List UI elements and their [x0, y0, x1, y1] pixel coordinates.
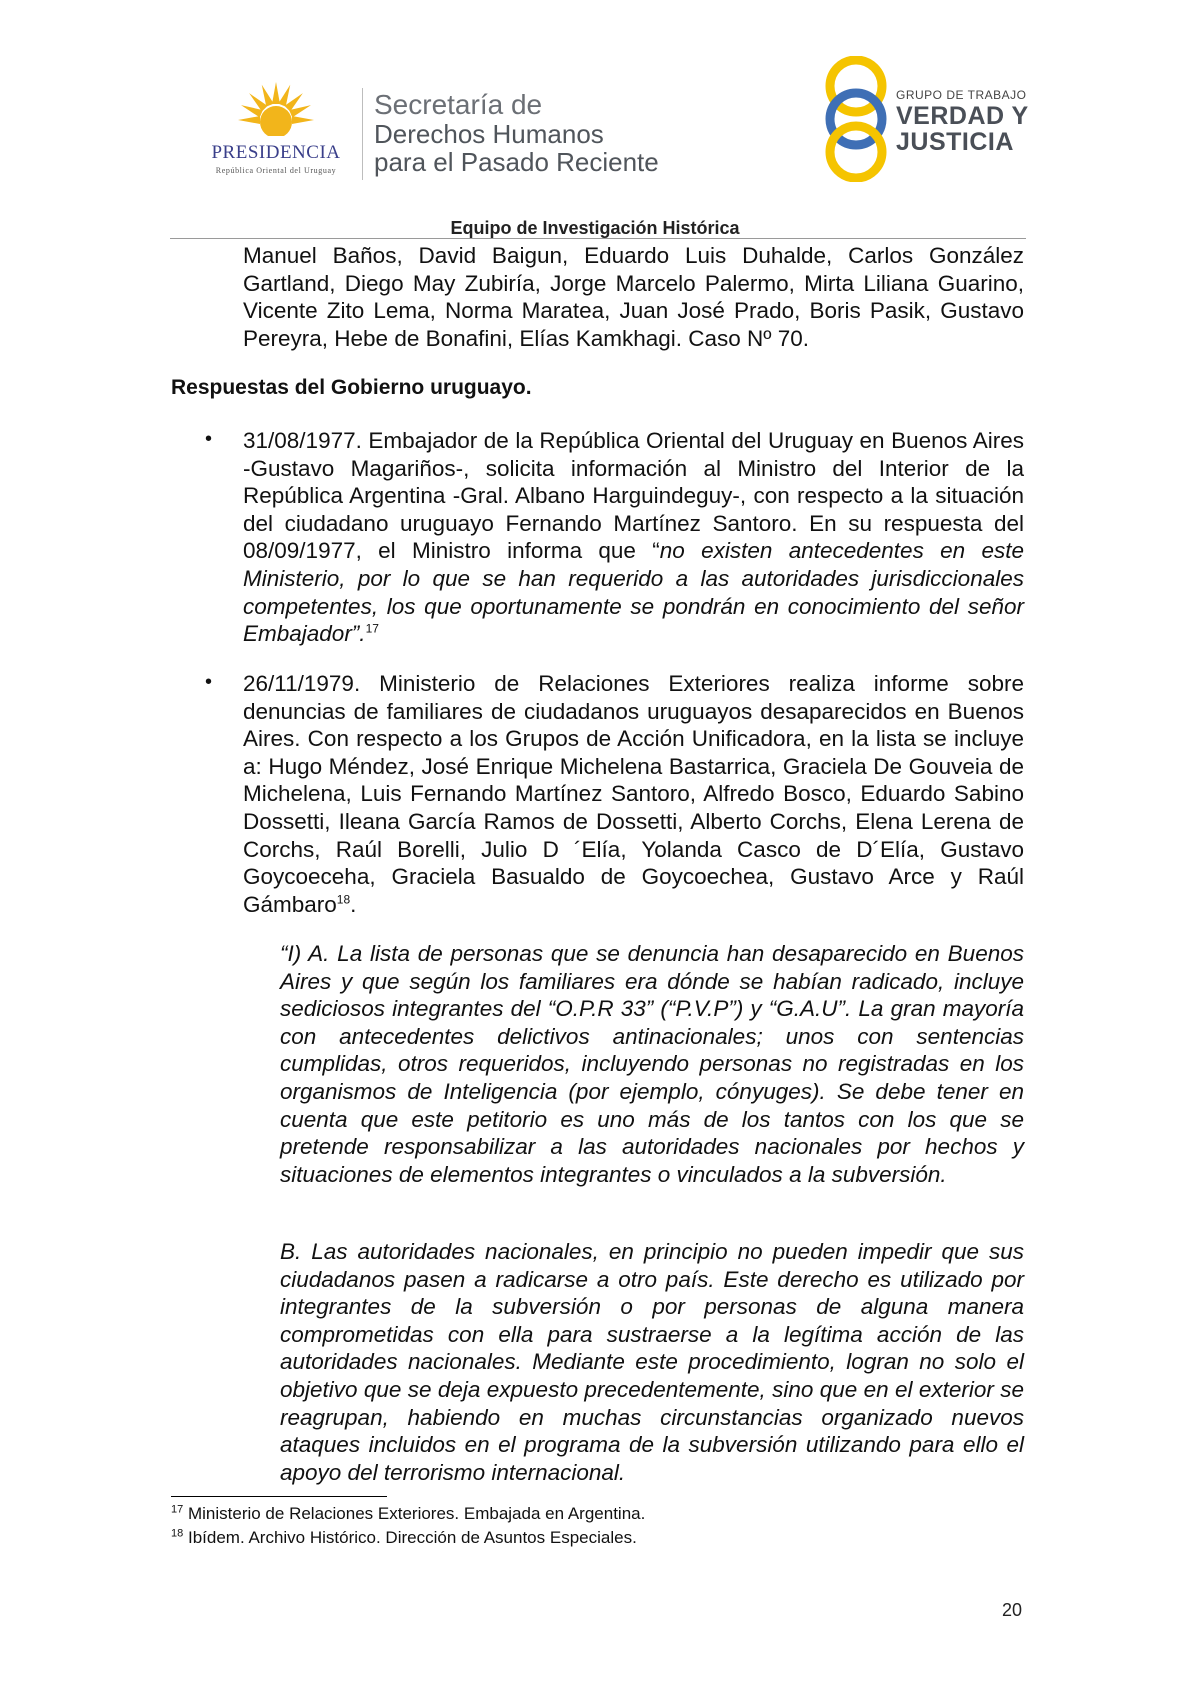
- footnote-number: 18: [171, 1527, 184, 1540]
- bullet-1-text: 31/08/1977. Embajador de la República Oriental del Uruguay en Buenos Aires -Gustavo Magariños-, solicita información al Ministro del Interior de la República Argentina -Gral. Albano Harguindeguy-, con respecto a la situación del ciudadano uruguayo Fernando Martínez Santoro. En su respuesta del 08/09/1977, el Ministro informa que “: [243, 428, 1024, 564]
- footnote-17: [171, 1504, 645, 1524]
- secretaria-line-2: Derechos Humanos: [374, 119, 604, 149]
- rings-icon: [816, 56, 896, 182]
- secretaria-logo: [374, 90, 659, 176]
- verdad-justicia-logo: [816, 56, 1036, 182]
- presidencia-subtitle: República Oriental del Uruguay: [215, 166, 337, 175]
- quote-paragraph-b: B. Las autoridades nacionales, en principio no pueden impedir que sus ciudadanos pasen a radicarse a otro país. Este derecho es utilizado por integrantes de la subversión o por personas de alguna manera comprometidas con ella para sustraerse a la legítima acción de las autoridades nacionales. Mediante este procedimiento, logran no solo el objetivo que se deja expuesto precedentemente, sino que en el exterior se reagrupan, habiendo en muchas circunstancias organizado nuevos ataques incluidos en el programa de la subversión utilizando para ello el apoyo del terrorismo internacional.: [280, 1239, 1024, 1485]
- footnote-text: Ministerio de Relaciones Exteriores. Embajada en Argentina.: [183, 1504, 646, 1523]
- footnote-text: Ibídem. Archivo Histórico. Dirección de Asuntos Especiales.: [183, 1528, 637, 1547]
- continuation-paragraph: Manuel Baños, David Baigun, Eduardo Luis Duhalde, Carlos González Gartland, Diego May Zubiría, Jorge Marcelo Palermo, Mirta Liliana Guarino, Vicente Zito Lema, Norma Maratea, Juan José Prado, Boris Pasik, Gustavo Pereyra, Hebe de Bonafini, Elías Kamkhagi. Caso Nº 70.: [243, 243, 1024, 351]
- vyj-line-3: JUSTICIA: [896, 128, 1014, 156]
- quote-paragraph-a: “I) A. La lista de personas que se denuncia han desaparecido en Buenos Aires y que según los familiares era dónde se habían radicado, incluye sediciosos integrantes del “O.P.R 33” (“P.V.P”) y “G.A.U”. La gran mayoría con antecedentes delictivos antinacionales; unos con sentencias cumplidas, otros requeridos, incluyendo personas no registradas en los organismos de Inteligencia (por ejemplo, cónyuges). Se debe tener en cuenta que este petitorio es uno más de los tantos con los que se pretende responsabilizar a las autoridades nacionales por hechos y situaciones de elementos integrantes o vinculados a la subversión.: [280, 941, 1024, 1187]
- footnote-number: 17: [171, 1503, 184, 1516]
- bullet-item-1979: [243, 670, 1024, 918]
- bullet-marker: •: [205, 428, 213, 450]
- logo-divider: [362, 88, 363, 180]
- bullet-marker: •: [205, 671, 213, 693]
- page-number: 20: [1002, 1600, 1023, 1620]
- footnote-ref-17[interactable]: 17: [365, 621, 379, 636]
- team-title: Equipo de Investigación Histórica: [450, 218, 740, 238]
- footnote-ref-18[interactable]: 18: [336, 892, 351, 907]
- header-rule: [170, 238, 1026, 239]
- secretaria-line-3: para el Pasado Reciente: [374, 147, 659, 177]
- vyj-line-1: GRUPO DE TRABAJO: [896, 88, 1027, 102]
- bullet-2-text: 26/11/1979. Ministerio de Relaciones Exteriores realiza informe sobre denuncias de familiares de ciudadanos uruguayos desaparecidos en Buenos Aires. Con respecto a los Grupos de Acción Unificadora, en la lista se incluye a: Hugo Méndez, José Enrique Michelena Bastarrica, Graciela De Gouveia de Michelena, Luis Fernando Martínez Santoro, Alfredo Bosco, Eduardo Sabino Dossetti, Ileana García Ramos de Dossetti, Alberto Corchs, Elena Lerena de Corchs, Raúl Borelli, Julio D ´Elía, Yolanda Casco de D´Elía, Gustavo Goycoeceha, Graciela Basualdo de Goycoechea, Gustavo Arce y Raúl Gámbaro: [243, 671, 1024, 917]
- bullet-item-1977: [243, 427, 1024, 648]
- presidencia-logo: [196, 80, 356, 180]
- section-heading: Respuestas del Gobierno uruguayo.: [171, 376, 532, 399]
- secretaria-line-1: Secretaría de: [374, 89, 543, 120]
- footnote-18: [171, 1528, 637, 1548]
- presidencia-name: PRESIDENCIA: [211, 142, 341, 163]
- bullet-1-quote: no existen antecedentes en este Ministerio, por lo que se han requerido a las autoridades jurisdiccionales competentes, los que oportunamente se pondrán en conocimiento del señor Embajador”.: [243, 538, 1024, 647]
- vyj-line-2: VERDAD Y: [896, 102, 1029, 130]
- bullet-2-end: .: [350, 891, 357, 917]
- footnote-rule: [171, 1496, 387, 1497]
